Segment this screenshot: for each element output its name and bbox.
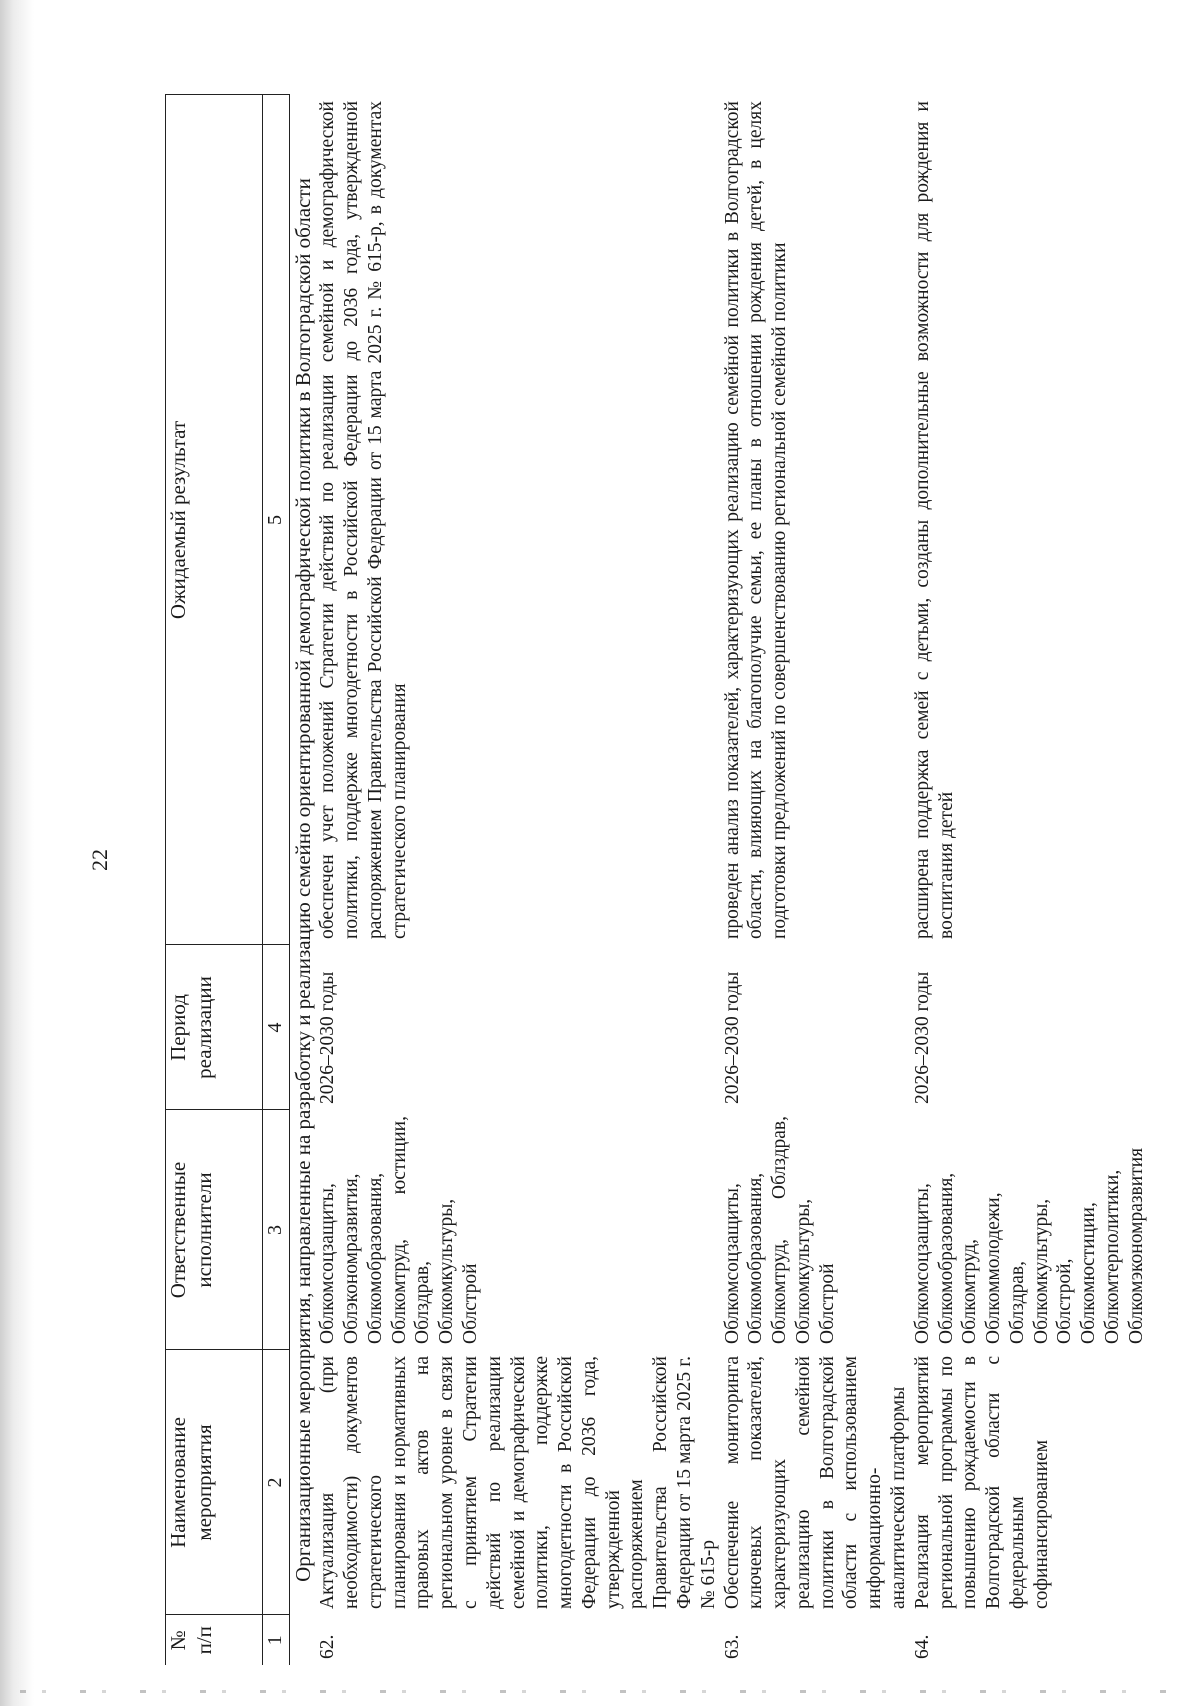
- implementation-period: 2026–2030 годы: [911, 971, 933, 1104]
- activity-name: Актуализация (при необходимости) документов стратегического планирования и нормативных правовых актов на региональном уровне в связи с принятием Стратегии действий по реализации семейной и демографической политики, поддержке многодетности в Российской Федерации до 2036 года, утвержденной распоряжением Правительства Российской Федерации от 15 марта 2025 г. № 615-р: [317, 1356, 719, 1609]
- activity-name: Реализация мероприятий региональной программы по повышению рождаемости в Волгоградской области с федеральным софинансированием: [911, 1356, 1052, 1609]
- page-number: 22: [87, 849, 112, 871]
- rotated-table-container: [165, 95, 1165, 1665]
- column-number: 5: [263, 95, 290, 945]
- header-number: № п/п: [166, 1615, 263, 1665]
- scan-bottom-artifacts: [20, 1690, 1180, 1693]
- expected-result: обеспечен учет положений Стратегии действий по реализации семейной и демографической политики, поддержке многодетности в Российской Федерации до 2036 года, утвержденной распоряжением Правительства Российской Федерации от 15 марта 2025 г. № 615-р, в документах стратегического планирования: [317, 101, 410, 939]
- table-row: [316, 95, 720, 1665]
- row-number: 64.: [911, 1634, 933, 1659]
- column-number-row: [263, 95, 290, 1665]
- expected-result: расширена поддержка семей с детьми, созданы дополнительные возможности для рождения и воспитания детей: [911, 101, 957, 939]
- header-period: Период реализации: [166, 945, 263, 1110]
- activity-name: Обеспечение мониторинга ключевых показателей, характеризующих реализацию семейной политики в Волгоградской области с использованием информационно-аналитической платформы: [721, 1356, 909, 1609]
- scan-edge-shadow: [0, 0, 34, 1706]
- table-row: [721, 95, 911, 1665]
- header-activity-name: Наименование мероприятия: [166, 1350, 263, 1615]
- implementation-period: 2026–2030 годы: [317, 971, 339, 1104]
- responsible-executors: Облкомсоцзащиты, Облкомобразования, Облкомтруд, Облкоммолодежи, Облздрав, Облкомкультуры, Облстрой, Облкомюстиции, Облкомтерполитики, Облкомэкономразвития: [911, 1147, 1147, 1344]
- column-number: 1: [263, 1615, 290, 1665]
- expected-result: проведен анализ показателей, характеризующих реализацию семейной политики в Волгоградской области, влияющих на благополучие семьи, ее планы в отношении рождения детей, в целях подготовки предложений по совершенствованию региональной семейной политики: [721, 101, 791, 939]
- action-plan-table: [165, 95, 1149, 1666]
- table-row: [911, 95, 1149, 1665]
- section-heading-row: [290, 95, 317, 1665]
- column-number: 2: [263, 1350, 290, 1615]
- responsible-executors: Облкомсоцзащиты, Облкомобразования, Облкомтруд, Облздрав, Облкомкультуры, Облстрой: [721, 1116, 838, 1344]
- section-title: Организационные мероприятия, направленные на разработку и реализацию семейно ориентированной демографической политики в Волгоградской области: [291, 178, 315, 1582]
- row-number: 63.: [721, 1634, 743, 1659]
- column-number: 4: [263, 945, 290, 1110]
- table-header-row: [166, 95, 263, 1665]
- responsible-executors: Облкомсоцзащиты, Облэкономразвития, Облкомобразования, Облкомтруд, юстиции, Облздрав, Облкомкультуры, Облстрой: [317, 1116, 481, 1344]
- header-executors: Ответственные исполнители: [166, 1110, 263, 1350]
- column-number: 3: [263, 1110, 290, 1350]
- implementation-period: 2026–2030 годы: [721, 971, 743, 1104]
- header-expected-result: Ожидаемый результат: [166, 95, 263, 945]
- row-number: 62.: [317, 1634, 339, 1659]
